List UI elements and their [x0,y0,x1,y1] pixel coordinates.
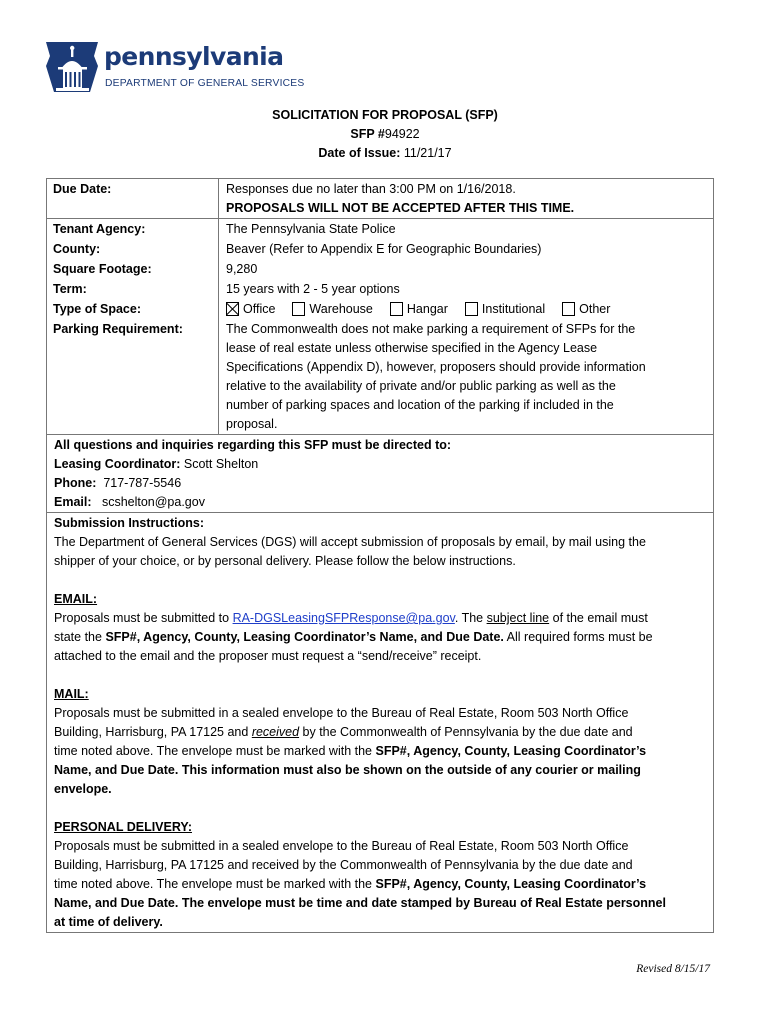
due-date-value [218,179,713,218]
square-footage-value: 9,280 [218,259,713,279]
personal-delivery-line: Name, and Due Date. The envelope must be time and date stamped by Bureau of Real Estate personnel [54,896,666,910]
institutional-checkbox[interactable] [465,302,478,316]
submission-section [47,513,713,932]
email-value: scshelton@pa.gov [101,495,205,509]
brand-name: pennsylvania [104,42,284,71]
parking-line: Specifications (Appendix D), however, proposers should provide information [226,360,646,374]
text-run: by the Commonwealth of Pennsylvania by the due date and [299,725,633,739]
term-label: Term: [53,282,87,296]
required-fields-text: SFP#, Agency, County, Leasing Coordinator’s [375,744,647,758]
type-of-space-options [218,299,713,319]
personal-delivery-heading: PERSONAL DELIVERY: [54,820,192,834]
hangar-checkbox[interactable] [390,302,403,316]
document-title: SOLICITATION FOR PROPOSAL (SFP) [272,108,498,122]
parking-value [218,319,713,434]
received-text: received [251,725,300,739]
sfp-number-line [0,127,770,141]
personal-delivery-line: Proposals must be submitted in a sealed envelope to the Bureau of Real Estate, Room 503 North Office [54,839,629,853]
county-row [47,239,713,259]
parking-line: relative to the availability of private and/or public parking as well as the [226,379,616,393]
tenant-agency-value: The Pennsylvania State Police [218,219,713,239]
mail-method-heading: MAIL: [54,687,89,701]
parking-row [47,319,713,435]
warehouse-option-label: Warehouse [309,302,373,316]
due-date-line1: Responses due no later than 3:00 PM on 1/16/2018. [226,182,516,196]
issue-date-label: Date of Issue: [318,146,401,160]
email-label: Email: [54,495,92,509]
phone-line [54,474,707,493]
due-date-row [47,179,713,219]
contact-section [47,435,713,513]
sfp-number-value: 94922 [384,127,420,141]
sfp-details-table [46,178,714,933]
due-date-label: Due Date: [53,182,112,196]
text-run: time noted above. The envelope must be marked with the [54,744,376,758]
type-of-space-label: Type of Space: [53,302,141,316]
parking-line: lease of real estate unless otherwise specified in the Agency Lease [226,341,598,355]
parking-line: number of parking spaces and location of the parking if included in the [226,398,614,412]
submission-intro-line: shipper of your choice, or by personal delivery. Please follow the below instructions. [54,554,516,568]
warehouse-checkbox[interactable] [292,302,305,316]
sfp-number-label: SFP # [350,127,385,141]
required-fields-text: SFP#, Agency, County, Leasing Coordinator’s Name, and Due Date. [105,630,504,644]
phone-label: Phone: [54,476,97,490]
coordinator-line [54,455,707,474]
parking-line: The Commonwealth does not make parking a requirement of SFPs for the [226,322,636,336]
email-method-line: attached to the email and the proposer must request a “send/receive” receipt. [54,649,482,663]
other-option-label: Other [579,302,611,316]
issue-date-value: 11/21/17 [403,146,452,160]
submission-intro-line: The Department of General Services (DGS) will accept submission of proposals by email, by mail using the [54,535,646,549]
personal-delivery-line: Building, Harrisburg, PA 17125 and received by the Commonwealth of Pennsylvania by the due date and [54,858,633,872]
mail-method-line: envelope. [54,782,112,796]
parking-label: Parking Requirement: [53,322,183,336]
square-footage-label: Square Footage: [53,262,152,276]
phone-value: 717-787-5546 [103,476,182,490]
keystone-capitol-icon [44,36,100,94]
email-method-line [54,609,707,628]
square-footage-row [47,259,713,279]
subject-line-text: subject line [486,611,550,625]
other-checkbox[interactable] [562,302,575,316]
mail-method-line [54,723,707,742]
brand-department: DEPARTMENT OF GENERAL SERVICES [105,78,305,89]
office-checkbox[interactable] [226,302,239,316]
email-method-heading: EMAIL: [54,592,98,606]
submission-heading: Submission Instructions: [54,516,205,530]
contact-heading: All questions and inquiries regarding this SFP must be directed to: [54,438,452,452]
tenant-agency-row [47,219,713,239]
text-run: of the email must [549,611,648,625]
hangar-option-label: Hangar [406,302,448,316]
personal-delivery-line [54,875,707,894]
required-fields-text: SFP#, Agency, County, Leasing Coordinator’s [375,877,647,891]
text-run: Proposals must be submitted to [54,611,233,625]
mail-method-line [54,742,707,761]
personal-delivery-line: at time of delivery. [54,915,163,929]
response-email-link[interactable]: RA-DGSLeasingSFPResponse@pa.gov [232,611,455,625]
text-run: All required forms must be [503,630,653,644]
mail-method-line: Name, and Due Date. This information must also be shown on the outside of any courier or mailing [54,763,641,777]
coordinator-name: Scott Shelton [183,457,259,471]
type-of-space-row [47,299,713,319]
due-date-warning: PROPOSALS WILL NOT BE ACCEPTED AFTER THIS TIME. [226,201,575,215]
term-value: 15 years with 2 - 5 year options [218,279,713,299]
term-row [47,279,713,299]
parking-line: proposal. [226,417,278,431]
mail-method-line: Proposals must be submitted in a sealed envelope to the Bureau of Real Estate, Room 503 North Office [54,706,629,720]
text-run: Building, Harrisburg, PA 17125 and [54,725,252,739]
county-value: Beaver (Refer to Appendix E for Geographic Boundaries) [218,239,713,259]
text-run: . The [454,611,487,625]
county-label: County: [53,242,101,256]
office-option-label: Office [243,302,276,316]
institutional-option-label: Institutional [481,302,546,316]
tenant-agency-label: Tenant Agency: [53,222,146,236]
issue-date-line [0,146,770,160]
email-method-line [54,628,707,647]
text-run: time noted above. The envelope must be marked with the [54,877,376,891]
revision-note: Revised 8/15/17 [636,963,710,975]
coordinator-label: Leasing Coordinator: [54,457,181,471]
text-run: state the [54,630,106,644]
email-line [54,493,707,512]
